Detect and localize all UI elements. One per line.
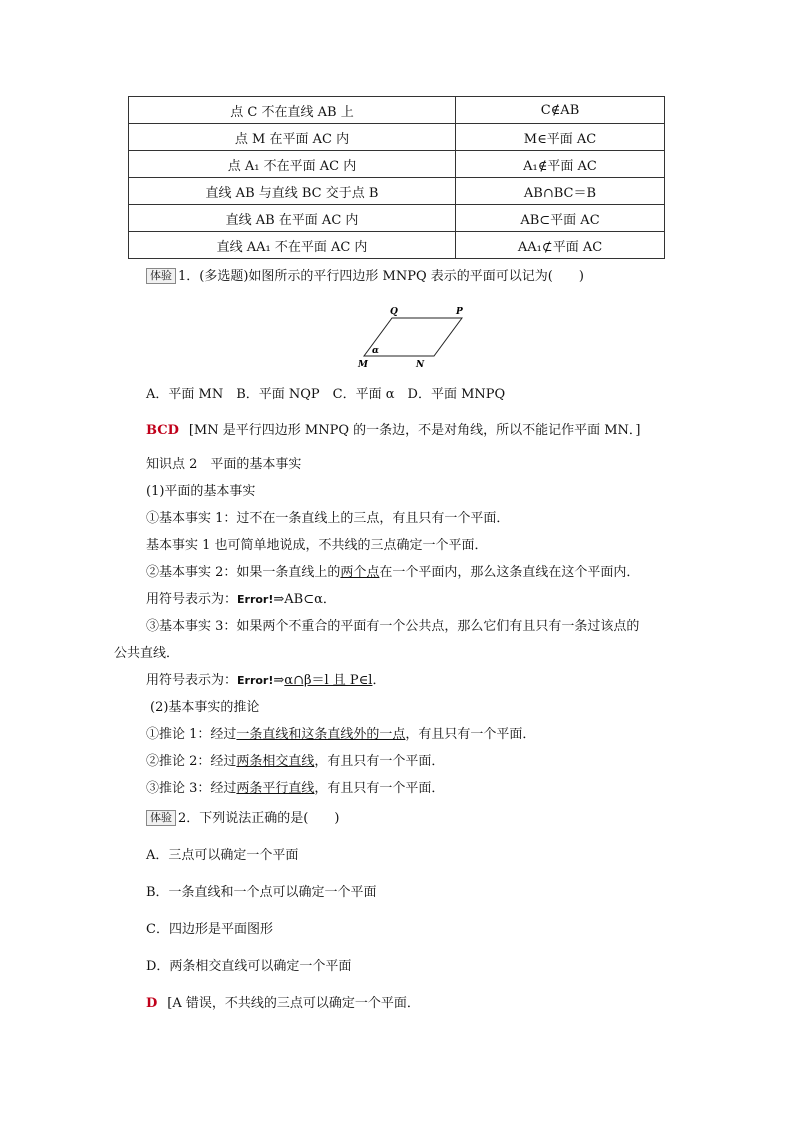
cor1-post: ，有且只有一个平面． bbox=[405, 727, 536, 742]
symbol-prefix-2: 用符号表示为： bbox=[146, 673, 238, 688]
q1-options: A．平面 MN B．平面 NQP C．平面 α D．平面 MNPQ bbox=[146, 387, 506, 402]
fact3-symbol-underline: α∩β＝l 且 P∈l bbox=[284, 673, 373, 688]
fact2-symbol: ⇒AB⊂α． bbox=[273, 592, 336, 607]
error-text-2: Error! bbox=[237, 674, 274, 687]
row-symbol: AA₁⊄平面 AC bbox=[456, 232, 665, 259]
cor2-pre: ②推论 2：经过 bbox=[146, 754, 237, 769]
q2-option-b: B．一条直线和一个点可以确定一个平面 bbox=[146, 885, 377, 900]
q2-option-a: A．三点可以确定一个平面 bbox=[146, 848, 299, 863]
section2-heading: 知识点 2 平面的基本事实 bbox=[146, 457, 302, 472]
row-description: 点 A₁ 不在平面 AC 内 bbox=[129, 151, 456, 178]
q2-stem-line bbox=[146, 810, 339, 828]
symbol-prefix: 用符号表示为： bbox=[146, 592, 238, 607]
notation-table bbox=[128, 96, 665, 259]
cor3-pre: ③推论 3：经过 bbox=[146, 781, 237, 796]
corollary1 bbox=[146, 726, 535, 744]
fact3-symbol-a: ⇒ bbox=[273, 673, 285, 688]
q2-answer-line bbox=[146, 995, 420, 1013]
corollary3 bbox=[146, 780, 444, 798]
experience-badge: 体验 bbox=[146, 268, 176, 284]
row-description: 直线 AA₁ 不在平面 AC 内 bbox=[129, 232, 456, 259]
q2-answer: D bbox=[146, 996, 158, 1011]
section2-sub2: (2)基本事实的推论 bbox=[150, 700, 260, 715]
fact1-note: 基本事实 1 也可简单地说成，不共线的三点确定一个平面． bbox=[146, 538, 488, 553]
fact2-post: 在一个平面内，那么这条直线在这个平面内． bbox=[379, 565, 640, 580]
q2-stem: 2．下列说法正确的是( ) bbox=[178, 811, 340, 826]
fact1: ①基本事实 1：过不在一条直线上的三点，有且只有一个平面． bbox=[146, 511, 510, 526]
row-symbol: AB∩BC＝B bbox=[456, 178, 665, 205]
fact2-symbol-line bbox=[146, 591, 336, 609]
experience-badge-2: 体验 bbox=[146, 810, 176, 826]
q1-answer-line bbox=[146, 422, 641, 440]
q1-stem-line bbox=[146, 268, 584, 286]
label-p: P bbox=[456, 307, 463, 317]
cor3-underline: 两条平行直线 bbox=[236, 781, 315, 796]
row-description: 直线 AB 在平面 AC 内 bbox=[129, 205, 456, 232]
row-description: 直线 AB 与直线 BC 交于点 B bbox=[129, 178, 456, 205]
corollary2 bbox=[146, 753, 444, 771]
error-text: Error! bbox=[237, 593, 274, 606]
q1-answer: BCD bbox=[146, 423, 179, 438]
cor1-underline: 一条直线和这条直线外的一点 bbox=[236, 727, 406, 742]
label-q: Q bbox=[390, 307, 398, 317]
cor2-underline: 两条相交直线 bbox=[236, 754, 315, 769]
row-symbol: AB⊂平面 AC bbox=[456, 205, 665, 232]
row-description: 点 M 在平面 AC 内 bbox=[129, 124, 456, 151]
row-symbol: A₁∉平面 AC bbox=[456, 151, 665, 178]
label-m: M bbox=[358, 360, 368, 370]
q2-option-c: C．四边形是平面图形 bbox=[146, 922, 273, 937]
row-symbol: M∈平面 AC bbox=[456, 124, 665, 151]
table-row bbox=[129, 178, 665, 205]
fact3-symbol-b: ． bbox=[372, 673, 386, 688]
fact3-symbol-line bbox=[146, 672, 385, 690]
parallelogram-figure bbox=[350, 302, 480, 374]
cor1-pre: ①推论 1：经过 bbox=[146, 727, 237, 742]
table-row bbox=[129, 205, 665, 232]
q2-explanation: [A 错误，不共线的三点可以确定一个平面． bbox=[167, 996, 420, 1011]
table-row bbox=[129, 97, 665, 124]
cor3-post: ，有且只有一个平面． bbox=[314, 781, 445, 796]
row-description: 点 C 不在直线 AB 上 bbox=[129, 97, 456, 124]
section2-sub1: (1)平面的基本事实 bbox=[146, 484, 256, 499]
q1-explanation: [MN 是平行四边形 MNPQ 的一条边，不是对角线，所以不能记作平面 MN．] bbox=[188, 423, 641, 438]
table-row bbox=[129, 124, 665, 151]
fact3-line1: ③基本事实 3：如果两个不重合的平面有一个公共点，那么它们有且只有一条过该点的 bbox=[146, 619, 640, 634]
fact2 bbox=[146, 564, 639, 582]
fact2-pre: ②基本事实 2：如果一条直线上的 bbox=[146, 565, 341, 580]
label-n: N bbox=[416, 360, 425, 370]
label-alpha: α bbox=[372, 346, 379, 356]
row-symbol: C∉AB bbox=[456, 97, 665, 124]
fact2-underline: 两个点 bbox=[340, 565, 380, 580]
q1-stem: 1．(多选题)如图所示的平行四边形 MNPQ 表示的平面可以记为( ) bbox=[178, 269, 584, 284]
table-row bbox=[129, 232, 665, 259]
cor2-post: ，有且只有一个平面． bbox=[314, 754, 445, 769]
q2-option-d: D．两条相交直线可以确定一个平面 bbox=[146, 959, 352, 974]
fact3-line2: 公共直线． bbox=[114, 646, 180, 661]
table-row bbox=[129, 151, 665, 178]
